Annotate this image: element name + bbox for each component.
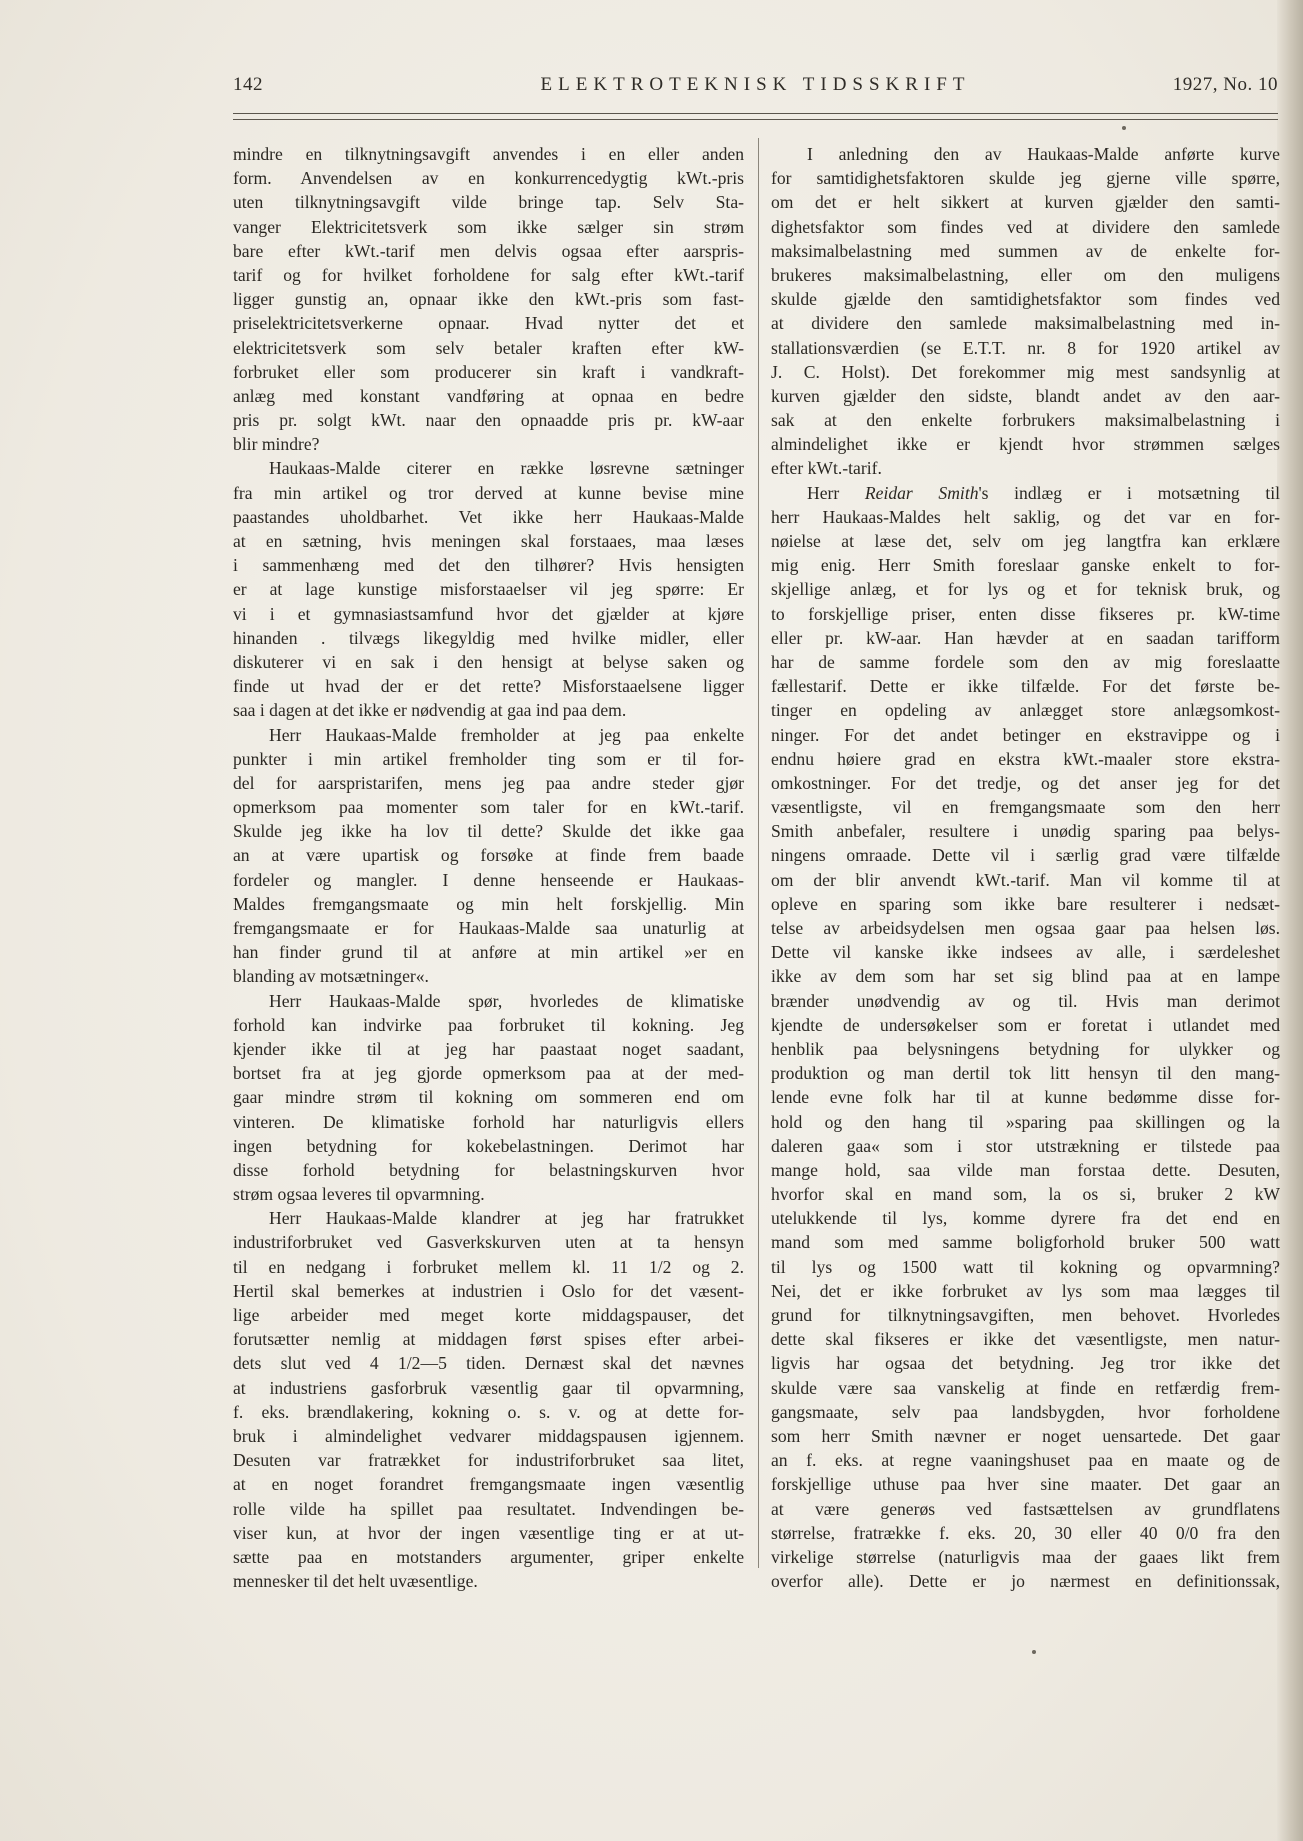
text-line: rolle vilde ha spillet paa resultatet. Indvendingen be- <box>233 1498 744 1519</box>
text-line: J. C. Holst). Det forekommer mig mest sandsynlig at <box>771 361 1280 382</box>
text-line: gaar mindre strøm til kokning om sommeren end om <box>233 1087 744 1108</box>
text-line: opleve en sparing som ikke bare resulterer i nedsæt- <box>771 893 1280 914</box>
text-line: at en noget forandret fremgangsmaate ingen væsentlig <box>233 1474 744 1495</box>
text-line: virkelige størrelse (naturligvis maa der gaaes likt frem <box>771 1546 1280 1567</box>
text-line: endnu høiere grad en ekstra kWt.-maaler store ekstra- <box>771 748 1280 769</box>
text-line: tarif og for hvilket forholdene for salg efter kWt.-tarif <box>233 264 744 285</box>
right-column <box>771 142 1280 1593</box>
text-line: mindre en tilknytningsavgift anvendes i en eller anden <box>233 144 744 164</box>
text-line: bruk i almindelighet vedvarer middagspausen igjennem. <box>233 1425 744 1446</box>
text-line: dighetsfaktor som findes ved at dividere den samlede <box>771 216 1280 237</box>
text-line: ningens omraade. Dette vil i særlig grad være tilfælde <box>771 845 1280 866</box>
text-line: telse av arbeidsydelsen men ogsaa gaar paa helsen løs. <box>771 918 1280 938</box>
text-line: f. eks. brændlakering, kokning o. s. v. og at dette for- <box>233 1401 744 1422</box>
text-line: Maldes fremgangsmaate og min helt forskjellig. Min <box>233 893 744 914</box>
text-line: del for aarspristarifen, mens jeg paa andre steder gjør <box>233 772 744 793</box>
text-line: hinanden . tilvægs likegyldig med hvilke midler, eller <box>233 627 744 648</box>
text-line: an f. eks. at regne vaaningshuset paa en maate og de <box>771 1450 1280 1471</box>
text-line: væsentligste, vil en fremgangsmaate som den herr <box>771 797 1280 818</box>
text-line: nøielse at læse det, selv om jeg langtfra kan erklære <box>771 531 1280 551</box>
text-line: omkostninger. For det tredje, og det anser jeg for det <box>771 772 1280 793</box>
text-line: mennesker til det helt uvæsentlige. <box>233 1571 478 1592</box>
text-line: Smith anbefaler, resultere i unødig sparing paa belys- <box>771 821 1280 842</box>
text-line: an at være upartisk og forsøke at finde frem baade <box>233 845 744 866</box>
text-line: form. Anvendelsen av en konkurrencedygtig kWt.-pris <box>233 168 744 189</box>
text-line: Skulde jeg ikke ha lov til dette? Skulde det ikke gaa <box>233 821 744 842</box>
text-line: ikke av dem som har set sig blind paa at en lampe <box>771 966 1280 987</box>
text-line: brænder unødvendig av og til. Hvis man derimot <box>771 990 1280 1011</box>
text-line: forhold kan indvirke paa forbruket til kokning. Jeg <box>233 1014 744 1035</box>
text-line: har de samme fordele som den av mig foreslaatte <box>771 651 1280 672</box>
text-line: elektricitetsverk som selv betaler kraften efter kW- <box>233 337 744 358</box>
text-line: skulde gjælde den samtidighetsfaktor som findes ved <box>771 289 1280 310</box>
text-line: om det er helt sikkert at kurven gjælder den samti- <box>771 192 1280 213</box>
author-name-italic: Reidar Smith <box>864 482 979 503</box>
text-line: mange hold, saa vilde man forstaa dette. Desuten, <box>771 1159 1280 1180</box>
text-line: at en sætning, hvis meningen skal forstaaes, maa læses <box>233 531 744 551</box>
text-line: efter kWt.-tarif. <box>771 458 882 479</box>
text-line: fordeler og mangler. I denne henseende er Haukaas- <box>233 869 744 890</box>
text-line: fællestarif. Dette er ikke tilfælde. For det første be- <box>771 676 1280 697</box>
text-line: daleren gaa« som i stor utstrækning er tilstede paa <box>771 1135 1280 1156</box>
text-line: ingen betydning for kokebelastningen. Derimot har <box>233 1135 744 1156</box>
text-line: kurven gjælder den sidste, blandt andet av den aar- <box>771 385 1280 406</box>
text-line: Haukaas-Malde citerer en række løsrevne sætninger <box>269 458 744 479</box>
header-double-rule <box>233 113 1278 120</box>
text-line: paastandes uholdbarhet. Vet ikke herr Haukaas-Malde <box>233 506 744 527</box>
text-line: henblik paa belysningens betydning for ulykker og <box>771 1038 1280 1059</box>
speck-mark <box>1122 126 1126 130</box>
text-line: lende evne folk har til at kunne bedømme disse for- <box>771 1087 1280 1108</box>
text-line: at være generøs ved fastsættelsen av grundflatens <box>771 1498 1280 1519</box>
text-line: forutsætter nemlig at middagen først spises efter arbei- <box>233 1329 744 1350</box>
text-line: dets slut ved 4 1/2—5 tiden. Dernæst skal det nævnes <box>233 1353 744 1374</box>
text-line: ligvis har ogsaa det betydning. Jeg tror ikke det <box>771 1353 1280 1374</box>
text-line: tinger en opdeling av anlægget store anlægsomkost- <box>771 700 1280 721</box>
text-line: sætte paa en motstanders argumenter, griper enkelte <box>233 1546 744 1567</box>
text-line: er at lage kunstige misforstaaelser vil jeg spørre: Er <box>233 579 744 600</box>
book-spine-edge <box>1277 0 1303 1841</box>
text-line: saa i dagen at det ikke er nødvendig at gaa ind paa dem. <box>233 700 627 721</box>
text-line: som herr Smith nævner er noget uensartede. Det gaar <box>771 1425 1280 1446</box>
text-line: stallationsværdien (se E.T.T. nr. 8 for 1920 artikel av <box>771 337 1280 358</box>
text-line: bare efter kWt.-tarif men delvis ogsaa efter aarspris- <box>233 240 744 261</box>
page-number: 142 <box>233 74 263 95</box>
text-line: mig enig. Herr Smith foreslaar ganske enkelt to for- <box>771 555 1280 576</box>
text-line: Herr Haukaas-Malde klandrer at jeg har fratrukket <box>269 1208 744 1229</box>
text-line: Herr Haukaas-Malde spør, hvorledes de klimatiske <box>269 990 744 1011</box>
text-line: fremgangsmaate er for Haukaas-Malde saa unaturlig at <box>233 918 744 938</box>
text-line: i sammenhæng med det den tilhører? Hvis hensigten <box>233 555 744 576</box>
text-line: punkter i min artikel fremholder ting som er til for- <box>233 748 744 769</box>
text-line: ligger gunstig an, opnaar ikke den kWt.-pris som fast- <box>233 289 744 310</box>
text-line: vinteren. De klimatiske forhold har naturligvis ellers <box>233 1111 744 1132</box>
left-column <box>233 142 744 1593</box>
text-line: Nei, det er ikke forbruket av lys som maa lægges til <box>771 1280 1280 1301</box>
text-line: Herr Haukaas-Malde fremholder at jeg paa enkelte <box>269 724 744 745</box>
text-line: han finder grund til at anføre at min artikel »er en <box>233 942 744 963</box>
text-line: strøm ogsaa leveres til opvarmning. <box>233 1184 485 1205</box>
text-line: at dividere den samlede maksimalbelastning med in- <box>771 313 1280 334</box>
text-line: kjendte de undersøkelser som er foretat i utlandet med <box>771 1014 1280 1035</box>
text-line: forbruket eller som producerer sin kraft i vandkraft- <box>233 361 744 382</box>
text-line: overfor alle). Dette er jo nærmest en definitionssak, <box>771 1571 1280 1592</box>
text-line: at industriens gasforbruk væsentlig gaar til opvarmning, <box>233 1377 744 1398</box>
text-line: priselektricitetsverkerne opnaar. Hvad nytter det et <box>233 313 744 334</box>
text-line: herr Haukaas-Maldes helt saklig, og det var en for- <box>771 506 1280 527</box>
text-line: dette skal fikseres er ikke det væsentligste, men natur- <box>771 1329 1280 1350</box>
text-line: I anledning den av Haukaas-Malde anførte kurve <box>807 144 1280 164</box>
text-line: forskjellige uthuse paa hver sine maater. Det gaar an <box>771 1474 1280 1495</box>
text-line: størrelse, fratrække f. eks. 20, 30 eller 40 0/0 fra den <box>771 1522 1280 1543</box>
text-line: blanding av motsætninger«. <box>233 966 429 987</box>
text-line: til lys og 1500 watt til kokning og opvarmning? <box>771 1256 1280 1277</box>
text-line: utelukkende til lys, komme dyrere fra det end en <box>771 1208 1280 1229</box>
column-divider <box>758 138 759 1568</box>
text-line: produktion og man dertil tok litt hensyn til den mang- <box>771 1063 1280 1084</box>
text-line: Hertil skal bemerkes at industrien i Oslo for det væsent- <box>233 1280 744 1301</box>
text-line: vanger Elektricitetsverk som ikke sælger sin strøm <box>233 216 744 237</box>
text-line: skjellige anlæg, et for lys og et for teknisk bruk, og <box>771 579 1280 600</box>
text-line: ninger. For det andet betinger en ekstravippe og i <box>771 724 1280 745</box>
text-line: to forskjellige priser, enten disse fikseres pr. kW-time <box>771 603 1280 624</box>
text-line: diskuterer vi en sak i den hensigt at belyse saken og <box>233 651 744 672</box>
text-line: mand som med samme boligforhold bruker 500 watt <box>771 1232 1280 1253</box>
text-line: finde ut hvad der er det rette? Misforstaaelsene ligger <box>233 676 744 697</box>
text-line: sak at den enkelte forbrukers maksimalbelastning i <box>771 410 1280 431</box>
text-line: for samtidighetsfaktoren skulde jeg gjerne ville spørre, <box>771 168 1280 189</box>
text-line: viser kun, at hvor der ingen væsentlige ting er at ut- <box>233 1522 744 1543</box>
text-line: Dette vil kanske ikke indsees av alle, i særdeleshet <box>771 942 1280 963</box>
text-line: maksimalbelastning med summen av de enkelte for- <box>771 240 1280 261</box>
text-line: almindelighet ikke er kjendt hvor strømmen sælges <box>771 434 1280 455</box>
text-line: disse forhold betydning for belastningskurven hvor <box>233 1159 744 1180</box>
text-line: om der blir anvendt kWt.-tarif. Man vil komme til at <box>771 869 1280 890</box>
text-line: hold og den hang til »sparing paa skillingen og la <box>771 1111 1280 1132</box>
text-line: skulde være saa vanskelig at finde en retfærdig frem- <box>771 1377 1280 1398</box>
page-header <box>233 74 1278 100</box>
text-line: Desuten var fratrækket for industriforbruket saa litet, <box>233 1450 744 1471</box>
text-line: anlæg med konstant vandføring at opnaa en bedre <box>233 385 744 406</box>
issue-label: 1927, No. 10 <box>1172 74 1278 95</box>
text-line: vi i et gymnasiastsamfund hvor det gjælder at kjøre <box>233 603 744 624</box>
text-line: pris pr. solgt kWt. naar den opnaadde pris pr. kW-aar <box>233 410 744 431</box>
text-line: blir mindre? <box>233 434 320 455</box>
journal-title: ELEKTROTEKNISK TIDSSKRIFT <box>540 74 971 95</box>
text-line: til en nedgang i forbruket mellem kl. 11 1/2 og 2. <box>233 1256 744 1277</box>
text-line: uten tilknytningsavgift vilde bringe tap. Selv Sta- <box>233 192 744 213</box>
text-line: gangsmaate, selv paa landsbygden, hvor forholdene <box>771 1401 1280 1422</box>
text-line: hvorfor skal en mand som, la os si, bruker 2 kW <box>771 1184 1280 1205</box>
text-line: bortset fra at jeg gjorde opmerksom paa at der med- <box>233 1063 744 1084</box>
text-line: opmerksom paa momenter som taler for en kWt.-tarif. <box>233 797 744 818</box>
text-line: eller pr. kW-aar. Han hævder at en saadan tarifform <box>771 627 1280 648</box>
text-line: kjender ikke til at jeg har paastaat noget saadant, <box>233 1038 744 1059</box>
text-line: industriforbruket ved Gasverkskurven uten at ta hensyn <box>233 1232 744 1253</box>
text-line: Herr Reidar Smith's indlæg er i motsætning til <box>807 482 1280 503</box>
text-line: brukeres maksimalbelastning, eller om den muligens <box>771 264 1280 285</box>
text-line: lige arbeider med meget korte middagspauser, det <box>233 1305 744 1325</box>
text-line: grund for tilknytningsavgiften, men behovet. Hvorledes <box>771 1305 1280 1325</box>
speck-mark <box>1032 1650 1036 1654</box>
text-line: fra min artikel og tror derved at kunne bevise mine <box>233 482 744 503</box>
